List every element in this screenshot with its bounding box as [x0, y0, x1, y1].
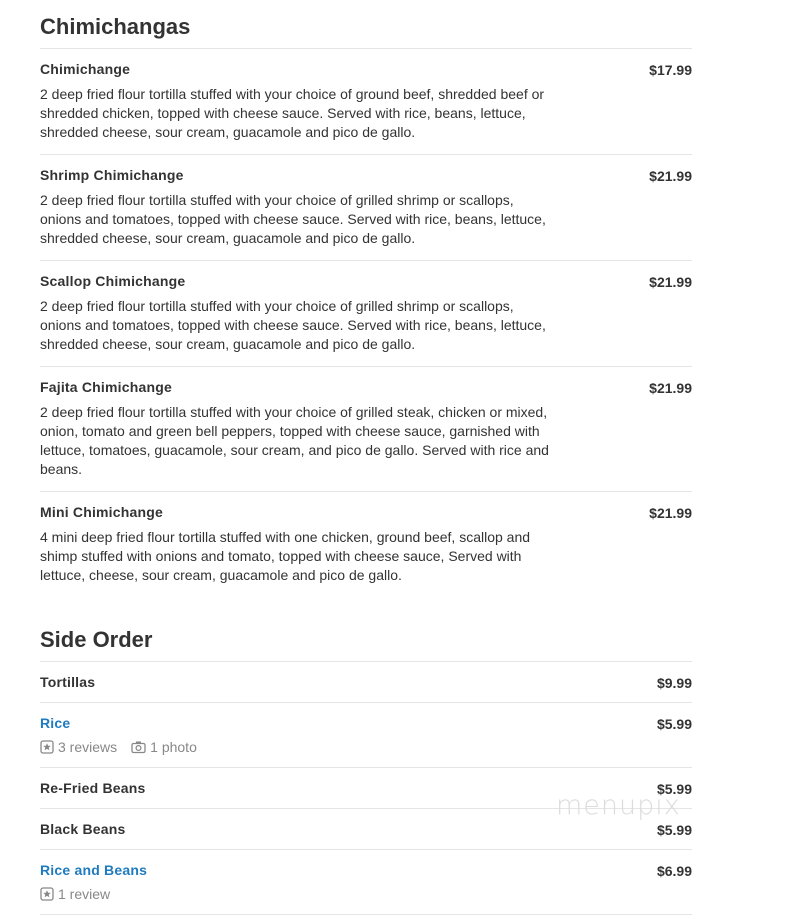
item-name: Scallop Chimichange [40, 273, 186, 289]
item-name: Shrimp Chimichange [40, 167, 184, 183]
item-name: Fajita Chimichange [40, 379, 172, 395]
item-price: $21.99 [649, 274, 692, 290]
item-price: $6.99 [656, 863, 692, 879]
menu-item [40, 850, 692, 915]
menu-item [40, 367, 692, 492]
item-meta [40, 739, 692, 755]
camera-icon [131, 740, 146, 754]
item-name: Tortillas [40, 674, 96, 690]
item-name: Chimichange [40, 61, 131, 77]
item-meta [40, 886, 692, 902]
item-description: 2 deep fried flour tortilla stuffed with your choice of grilled steak, chicken or mixed, onion, tomato and green bell peppers, topped with cheese sauce, garnished with lettuce, tomatoes, guacamole, sour cream, and pico de gallo. Served with rice and beans. [40, 404, 549, 477]
item-description: 2 deep fried flour tortilla stuffed with your choice of ground beef, shredded beef or shredded chicken, topped with cheese sauce. Served with rice, beans, lettuce, shredded cheese, sour cream, guacamole and pico de gallo. [40, 86, 545, 140]
item-price: $5.99 [656, 716, 692, 732]
item-name: Black Beans [40, 821, 126, 837]
item-price: $5.99 [656, 781, 692, 797]
reviews-count: 1 review [58, 886, 111, 902]
item-name: Mini Chimichange [40, 504, 163, 520]
menu-item [40, 261, 692, 367]
menu-item [40, 492, 692, 597]
section-title-chimichangas: Chimichangas [40, 0, 692, 49]
item-price: $21.99 [649, 505, 692, 521]
item-name-link[interactable]: Rice [40, 715, 71, 731]
item-name: Re-Fried Beans [40, 780, 146, 796]
menu-item [40, 49, 692, 155]
menu-item [40, 703, 692, 768]
item-price: $9.99 [656, 675, 692, 691]
watermark-logo: menupix [556, 790, 681, 821]
item-description: 2 deep fried flour tortilla stuffed with your choice of grilled shrimp or scallops, onions and tomatoes, topped with cheese sauce. Served with rice, beans, lettuce, shredded cheese, sour cream, guacamole and pico de gallo. [40, 192, 546, 246]
star-badge-icon [40, 887, 54, 901]
item-description: 2 deep fried flour tortilla stuffed with your choice of grilled shrimp or scallops, onions and tomatoes, topped with cheese sauce. Served with rice, beans, lettuce, shredded cheese, sour cream, guacamole and pico de gallo. [40, 298, 546, 352]
reviews-link[interactable] [40, 886, 110, 902]
photos-link[interactable] [131, 739, 197, 755]
photos-count: 1 photo [150, 739, 197, 755]
item-price: $21.99 [649, 380, 692, 396]
item-name-link[interactable]: Rice and Beans [40, 862, 148, 878]
menu [40, 0, 692, 915]
item-price: $17.99 [649, 62, 692, 78]
item-price: $21.99 [649, 168, 692, 184]
star-badge-icon [40, 740, 54, 754]
menu-item [40, 155, 692, 261]
menu-item [40, 662, 692, 703]
section-title-side-order: Side Order [40, 597, 692, 662]
item-price: $5.99 [656, 822, 692, 838]
item-description: 4 mini deep fried flour tortilla stuffed with one chicken, ground beef, scallop and shimp stuffed with onions and tomato, topped with cheese sauce, Served with lettuce, cheese, sour cream, guacamole and pico de gallo. [40, 529, 531, 583]
reviews-count: 3 reviews [58, 739, 118, 755]
reviews-link[interactable] [40, 739, 117, 755]
